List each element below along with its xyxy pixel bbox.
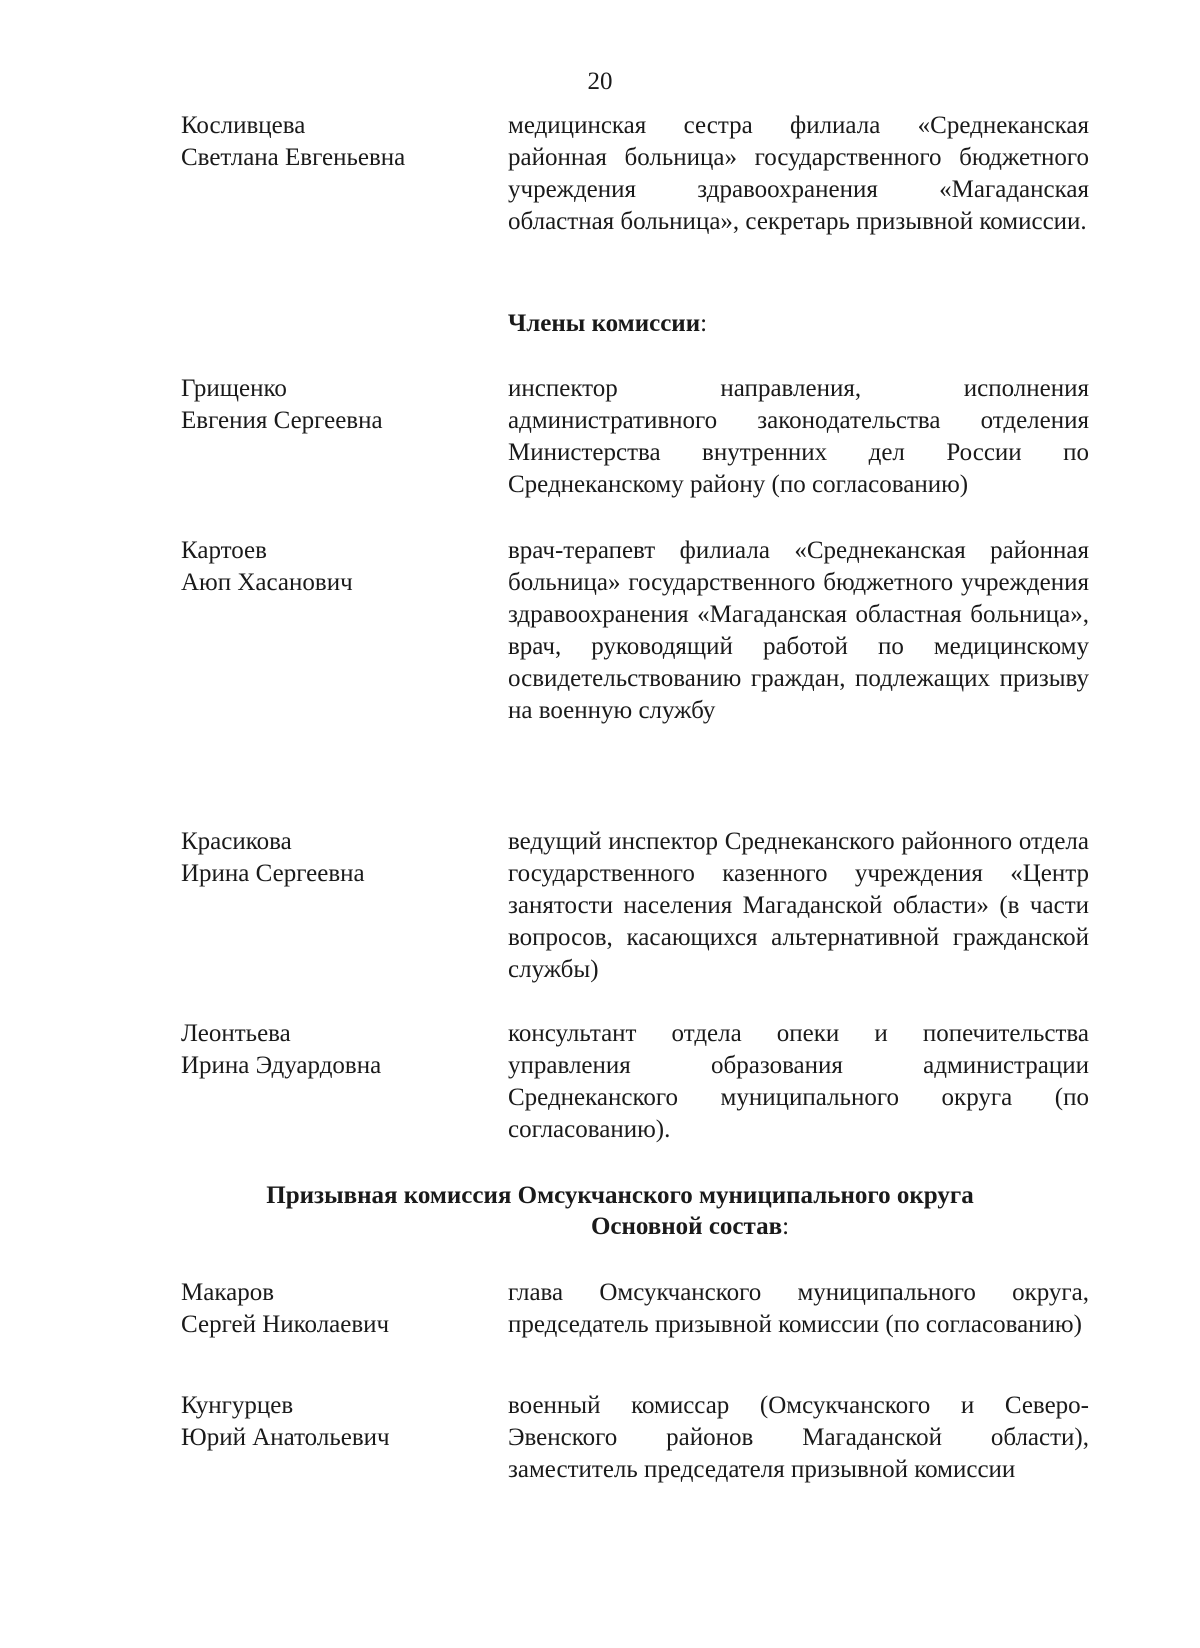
member-surname: Кунгурцев [181, 1392, 294, 1419]
member-given-names: Сергей Николаевич [181, 1310, 390, 1338]
member-name [181, 1277, 481, 1340]
page-number: 20 [587, 68, 613, 95]
members-heading-colon: : [700, 310, 708, 337]
member-surname: Макаров [181, 1279, 274, 1306]
member-surname: Леонтьева [181, 1020, 291, 1047]
section-heading-subtitle-text: Основной состав [590, 1213, 783, 1240]
member-surname: Косливцева [181, 112, 306, 139]
member-name [181, 826, 481, 889]
section-heading [0, 1180, 1200, 1242]
member-given-names: Ирина Эдуардовна [181, 1051, 382, 1079]
member-given-names: Ирина Сергеевна [181, 859, 365, 887]
member-surname: Грищенко [181, 375, 287, 402]
section-heading-subtitle [40, 1211, 1200, 1242]
member-name [181, 1390, 481, 1453]
member-surname: Красикова [181, 828, 292, 855]
member-given-names: Аюп Хасанович [181, 568, 353, 596]
member-name [181, 110, 481, 173]
section-heading-colon: : [782, 1213, 790, 1240]
member-description: военный комиссар (Омсукчанского и Северо-Эвенского районов Магаданской области), заместитель председателя призывной комиссии [508, 1392, 1089, 1483]
members-heading [0, 308, 1200, 339]
member-given-names: Евгения Сергеевна [181, 406, 383, 434]
member-given-names: Юрий Анатольевич [181, 1423, 390, 1451]
member-given-names: Светлана Евгеньевна [181, 143, 406, 171]
member-description: консультант отдела опеки и попечительства управления образования администрации Среднеканского муниципального округа (по согласованию). [508, 1020, 1089, 1143]
member-description: ведущий инспектор Среднеканского районного отдела государственного казенного учреждения «Центр занятости населения Магаданской области» (в части вопросов, касающихся альтернативной гражданской службы) [508, 828, 1089, 983]
member-description: инспектор направления, исполнения административного законодательства отделения Министерства внутренних дел России по Среднеканскому району (по согласованию) [508, 375, 1089, 498]
member-name [181, 1018, 481, 1081]
section-heading-title: Призывная комиссия Омсукчанского муниципального округа [266, 1182, 974, 1209]
member-name [181, 535, 481, 598]
member-description: медицинская сестра филиала «Среднеканская районная больница» государственного бюджетного учреждения здравоохранения «Магаданская областная больница», секретарь призывной комиссии. [508, 112, 1089, 235]
member-description: врач-терапевт филиала «Среднеканская районная больница» государственного бюджетного учреждения здравоохранения «Магаданская областная больница», врач, руководящий работой по медицинскому освидетельствованию граждан, подлежащих призыву на военную службу [508, 537, 1089, 724]
member-surname: Картоев [181, 537, 267, 564]
members-heading-text: Члены комиссии [507, 310, 701, 337]
member-name [181, 373, 481, 436]
member-description: глава Омсукчанского муниципального округа, председатель призывной комиссии (по согласованию) [508, 1279, 1089, 1338]
